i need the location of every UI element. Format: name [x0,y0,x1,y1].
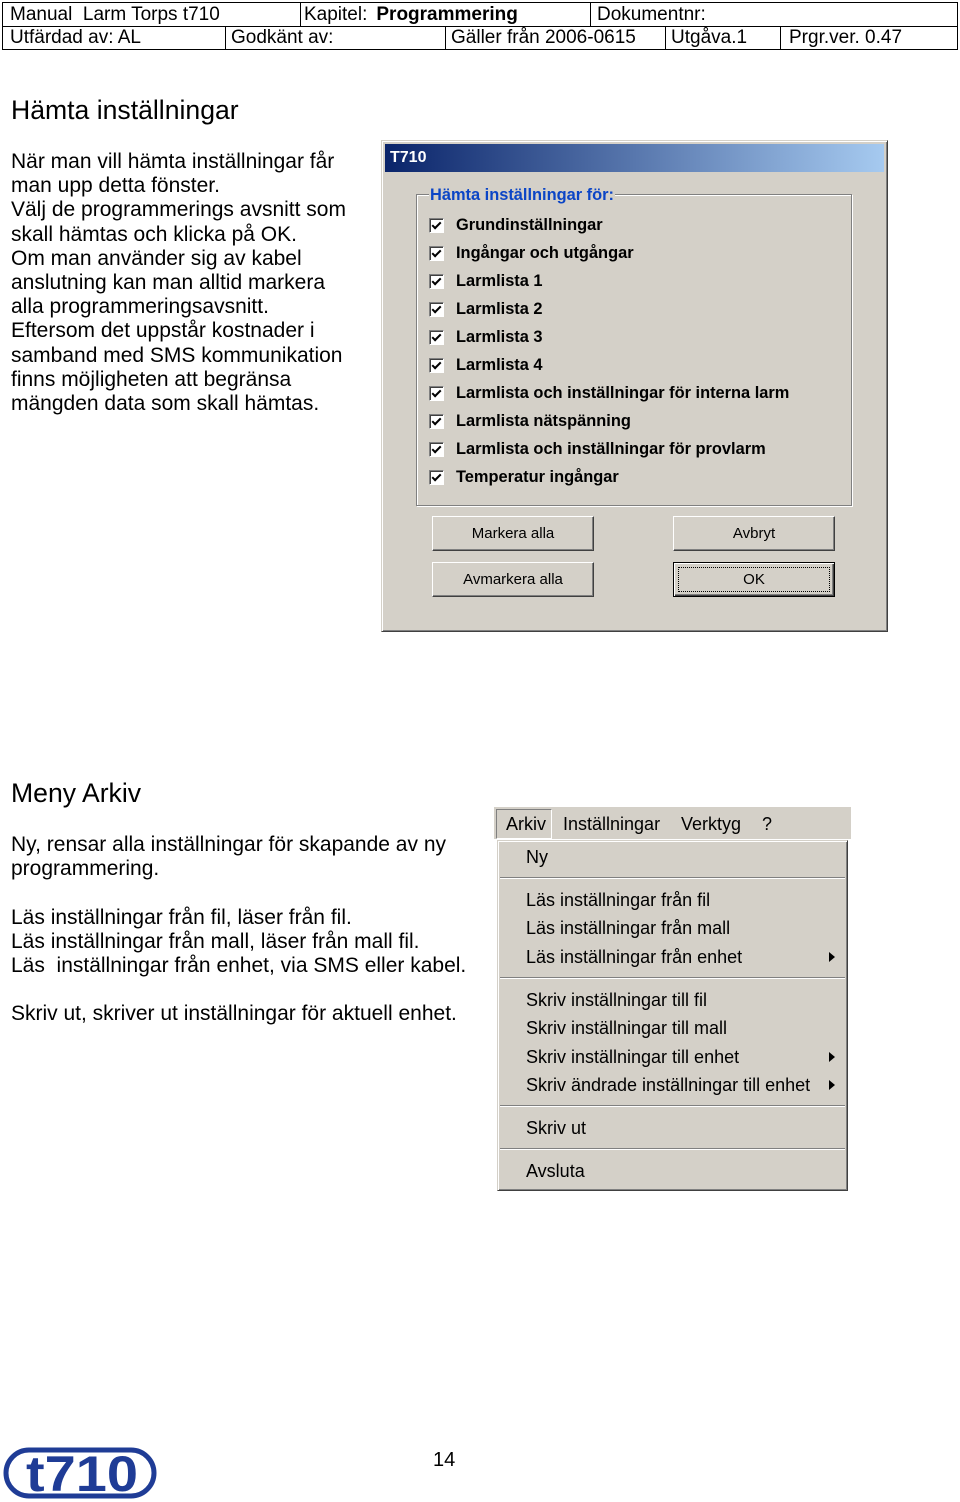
checkbox-label: Larmlista 3 [456,327,543,346]
text-line: programmering. [11,857,160,881]
section-heading-fetch-settings: Hämta inställningar [11,95,239,125]
menu-item-read-from-file[interactable] [498,886,847,914]
menu-help[interactable]: ? [762,814,773,834]
logo-text: t710 [26,1446,138,1500]
text-line: Ny, rensar alla inställningar för skapande av ny [11,833,447,856]
checkbox-icon[interactable] [429,330,444,345]
ok-button[interactable]: OK [673,562,835,597]
menu-separator [498,871,847,886]
groupbox-label: Hämta inställningar för: [430,186,614,204]
menu-item-exit[interactable] [498,1157,847,1185]
menu-item-print[interactable] [498,1114,847,1142]
menu-item-label: Läs inställningar från fil [526,889,711,910]
checkbox-row-provlarm[interactable] [429,435,789,463]
text-line: Om man använder sig av kabel [11,246,302,270]
checkbox-label: Larmlista 4 [456,355,543,374]
checkbox-icon[interactable] [429,358,444,373]
chapter-value: Programmering [376,4,518,25]
checkbox-label: Larmlista 2 [456,299,543,318]
section-heading-file-menu: Meny Arkiv [11,778,142,808]
header-row-1 [2,2,958,27]
submenu-arrow-icon [829,1080,835,1090]
menu-installningar[interactable]: Inställningar [563,814,661,834]
page-number: 14 [433,1449,456,1471]
text-line: Välj de programmerings avsnitt som [11,198,346,222]
checkbox-row-larmlista-3[interactable] [429,323,789,351]
checkbox-label: Ingångar och utgångar [456,243,634,262]
checkbox-icon[interactable] [429,218,444,233]
description-paragraph [11,906,466,979]
checkbox-row-natspanning[interactable] [429,407,789,435]
menu-verktyg[interactable]: Verktyg [681,814,742,834]
file-menu-screenshot [494,806,851,1191]
menu-item-label: Skriv inställningar till mall [526,1018,728,1039]
menu-item-label: Skriv inställningar till enhet [526,1046,740,1067]
menu-item-ny[interactable] [498,843,847,871]
program-version: Prgr.ver. 0.47 [780,27,958,49]
menu-item-write-to-template[interactable] [498,1014,847,1042]
document-number: Dokumentnr: [590,3,958,26]
checkbox-icon[interactable] [429,414,444,429]
checkbox-row-grundinstallningar[interactable] [429,211,789,239]
menu-item-label: Skriv ändrade inställningar till enhet [526,1074,811,1095]
text-line: mängden data som skall hämtas. [11,391,320,415]
menu-bar [494,806,851,839]
menu-item-write-to-file[interactable] [498,986,847,1014]
description-paragraph [11,1002,466,1026]
checkbox-label: Larmlista och inställningar för interna larm [456,383,790,402]
menu-item-read-from-template[interactable] [498,914,847,942]
text-line: Läs inställningar från fil, läser från fil. [11,905,352,929]
text-line: man upp detta fönster. [11,174,220,198]
select-all-button[interactable]: Markera alla [432,516,594,551]
text-line: Läs inställningar från mall, läser från mall fil. [11,929,420,953]
checkbox-row-ingangar-utgangar[interactable] [429,239,789,267]
edition: Utgåva.1 [665,27,780,49]
checkbox-icon[interactable] [429,246,444,261]
text-line: anslutning kan man alltid markera [11,270,325,294]
arkiv-dropdown [497,840,848,1191]
menu-item-label: Avsluta [526,1160,585,1181]
menu-item-read-from-device[interactable] [498,943,847,971]
checkbox-row-larmlista-4[interactable] [429,351,789,379]
checkbox-row-interna-larm[interactable] [429,379,789,407]
checkbox-icon[interactable] [429,442,444,457]
manual-title: Manual Larm Torps t710 [2,3,300,26]
text-line: När man vill hämta inställningar får [11,150,335,173]
text-line: Skriv ut, skriver ut inställningar för aktuell enhet. [11,1002,457,1026]
checkbox-label: Grundinställningar [456,215,603,234]
submenu-arrow-icon [829,1052,835,1062]
dialog-title-bar[interactable]: T710 [385,144,884,172]
checkbox-label: Temperatur ingångar [456,467,619,486]
fetch-settings-dialog [381,140,888,632]
text-line: alla programmeringsavsnitt. [11,295,269,319]
menu-item-write-changed-to-device[interactable] [498,1071,847,1099]
menu-item-label: Läs inställningar från mall [526,918,731,939]
deselect-all-button[interactable]: Avmarkera alla [432,562,594,597]
settings-checkbox-list [429,211,789,491]
menu-item-label: Läs inställningar från enhet [526,946,743,967]
menu-arkiv[interactable]: Arkiv [496,809,552,839]
text-line: finns möjligheten att begränsa [11,367,292,391]
intro-paragraph [11,150,346,416]
cancel-button[interactable]: Avbryt [673,516,835,551]
menu-separator [498,1142,847,1157]
checkbox-row-temperatur[interactable] [429,463,789,491]
text-line: Läs inställningar från enhet, via SMS eller kabel. [11,953,467,977]
menu-item-label: Ny [526,847,548,867]
approved-by: Godkänt av: [225,27,445,49]
checkbox-row-larmlista-1[interactable] [429,267,789,295]
valid-from: Gäller från 2006-0615 [445,27,665,49]
menu-separator [498,1099,847,1114]
text-line: Eftersom det uppstår kostnader i [11,319,315,343]
text-line: skall hämtas och klicka på OK. [11,222,297,246]
text-line: samband med SMS kommunikation [11,343,343,367]
header-row-2 [2,27,958,50]
checkbox-label: Larmlista 1 [456,271,543,290]
checkbox-icon[interactable] [429,274,444,289]
checkbox-label: Larmlista och inställningar för provlarm [456,439,766,458]
checkbox-icon[interactable] [429,386,444,401]
chapter-label: Kapitel: [304,4,368,25]
menu-item-label: Skriv inställningar till fil [526,989,708,1010]
description-paragraph [11,833,466,881]
chapter-cell [300,3,590,26]
checkbox-icon[interactable] [429,470,444,485]
checkbox-label: Larmlista nätspänning [456,411,631,430]
checkbox-icon[interactable] [429,302,444,317]
menu-separator [498,971,847,986]
menu-item-label: Skriv ut [526,1117,587,1138]
menu-item-write-to-device[interactable] [498,1043,847,1071]
issued-by: Utfärdad av: AL [2,27,225,49]
t710-logo [2,1438,160,1500]
submenu-arrow-icon [829,952,835,962]
menu-description [11,833,466,1051]
checkbox-row-larmlista-2[interactable] [429,295,789,323]
